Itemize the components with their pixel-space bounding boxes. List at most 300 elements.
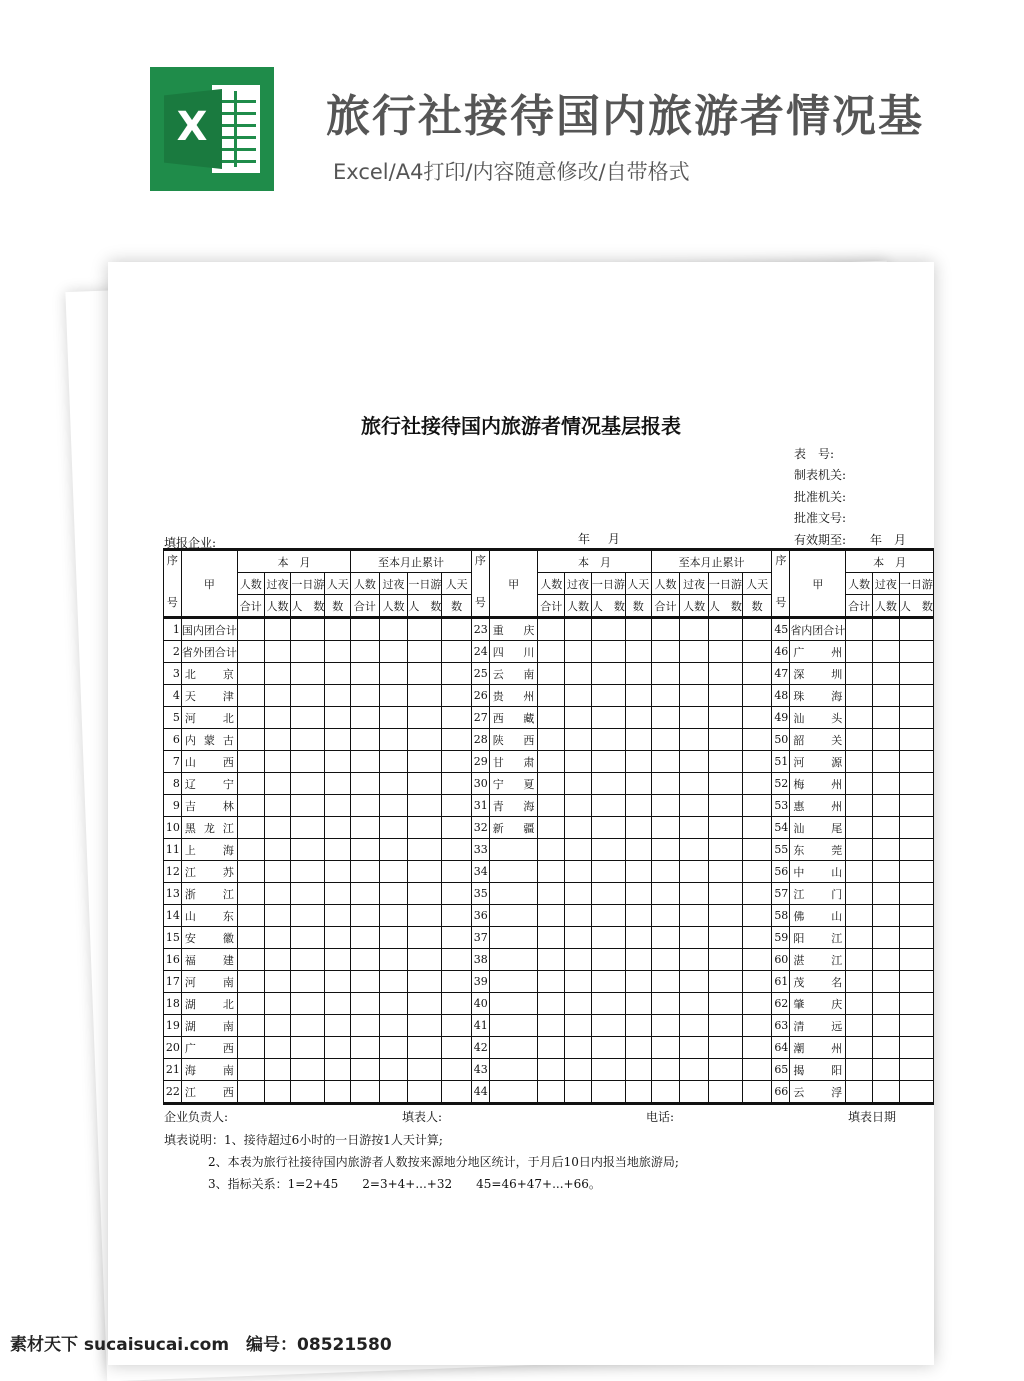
data-cell [325, 1059, 351, 1081]
data-cell [351, 971, 380, 993]
data-cell [846, 1037, 873, 1059]
data-cell [565, 883, 592, 905]
data-cell [873, 817, 900, 839]
data-cell [651, 971, 680, 993]
data-cell [291, 861, 325, 883]
data-cell [591, 641, 625, 663]
data-cell [264, 993, 291, 1015]
data-cell [379, 839, 408, 861]
data-cell [237, 905, 264, 927]
data-cell [538, 927, 565, 949]
data-cell [237, 1081, 264, 1104]
data-cell [625, 1081, 651, 1104]
report-table [163, 548, 934, 1105]
data-cell [708, 751, 742, 773]
header-sub-top: 人数 [237, 573, 264, 595]
data-cell [651, 751, 680, 773]
data-cell [651, 927, 680, 949]
header-sub-bottom: 人 数 [591, 595, 625, 618]
data-cell [442, 861, 472, 883]
data-cell [651, 905, 680, 927]
data-cell [591, 817, 625, 839]
data-cell [442, 773, 472, 795]
data-cell [680, 795, 709, 817]
data-cell [565, 949, 592, 971]
row-number: 1 [164, 618, 182, 641]
data-cell [325, 817, 351, 839]
data-cell [538, 971, 565, 993]
data-cell [625, 1015, 651, 1037]
data-cell [742, 1059, 772, 1081]
data-cell [899, 1059, 933, 1081]
data-cell [565, 861, 592, 883]
data-cell [237, 618, 264, 641]
row-region-name: 北京 [181, 663, 237, 685]
data-cell [442, 971, 472, 993]
data-cell [351, 663, 380, 685]
data-cell [680, 729, 709, 751]
data-cell [237, 861, 264, 883]
data-cell [325, 861, 351, 883]
data-cell [591, 971, 625, 993]
data-cell [264, 707, 291, 729]
header-sub-top: 过夜 [379, 573, 408, 595]
table-row [164, 773, 934, 795]
header-seq-top: 序 [166, 554, 178, 567]
data-cell [651, 861, 680, 883]
row-region-name: 重庆 [489, 618, 538, 641]
data-cell [680, 861, 709, 883]
table-row [164, 685, 934, 707]
row-region-name: 揭阳 [790, 1059, 846, 1081]
row-region-name: 省外团合计 [181, 641, 237, 663]
row-number: 63 [772, 1015, 790, 1037]
data-cell [625, 729, 651, 751]
data-cell [408, 663, 442, 685]
data-cell [351, 795, 380, 817]
data-cell [591, 993, 625, 1015]
data-cell [237, 817, 264, 839]
header-name: 甲 [489, 550, 538, 618]
header-sub-bottom: 人 数 [291, 595, 325, 618]
row-region-name: 辽宁 [181, 773, 237, 795]
footer-fill-date: 填表日期 [848, 1110, 897, 1124]
data-cell [742, 618, 772, 641]
data-cell [625, 795, 651, 817]
data-cell [237, 883, 264, 905]
row-region-name [489, 1037, 538, 1059]
data-cell [625, 618, 651, 641]
data-cell [873, 905, 900, 927]
row-region-name: 宁夏 [489, 773, 538, 795]
table-row [164, 1059, 934, 1081]
header-sub-bottom: 人数 [264, 595, 291, 618]
data-cell [591, 861, 625, 883]
data-cell [237, 795, 264, 817]
data-cell [538, 751, 565, 773]
data-cell [680, 1059, 709, 1081]
logo-letter: X [176, 104, 208, 150]
row-region-name [489, 1081, 538, 1104]
data-cell [742, 861, 772, 883]
data-cell [708, 927, 742, 949]
data-cell [264, 1081, 291, 1104]
header-seq-bottom: 号 [166, 596, 178, 609]
data-cell [264, 839, 291, 861]
data-cell [625, 839, 651, 861]
data-cell [291, 773, 325, 795]
data-cell [846, 618, 873, 641]
data-cell [846, 751, 873, 773]
table-row [164, 663, 934, 685]
header-sub-bottom: 数 [325, 595, 351, 618]
row-region-name: 汕头 [790, 707, 846, 729]
row-number: 64 [772, 1037, 790, 1059]
row-region-name: 江西 [181, 1081, 237, 1104]
data-cell [680, 971, 709, 993]
data-cell [538, 1081, 565, 1104]
data-cell [565, 971, 592, 993]
row-region-name: 湖北 [181, 993, 237, 1015]
row-number: 14 [164, 905, 182, 927]
data-cell [680, 1037, 709, 1059]
row-region-name: 新疆 [489, 817, 538, 839]
data-cell [351, 641, 380, 663]
data-cell [408, 839, 442, 861]
data-cell [351, 1081, 380, 1104]
data-cell [651, 685, 680, 707]
data-cell [625, 861, 651, 883]
row-region-name [489, 927, 538, 949]
data-cell [408, 883, 442, 905]
data-cell [565, 839, 592, 861]
row-number: 56 [772, 861, 790, 883]
footer-phone: 电话: [646, 1110, 675, 1124]
header-sub-bottom: 人 数 [899, 595, 933, 618]
data-cell [379, 729, 408, 751]
meta-form-no: 表 号: [794, 447, 835, 461]
row-number: 42 [471, 1037, 489, 1059]
row-number: 54 [772, 817, 790, 839]
header-sub-top: 人天 [625, 573, 651, 595]
data-cell [325, 949, 351, 971]
data-cell [442, 905, 472, 927]
data-cell [538, 817, 565, 839]
data-cell [565, 795, 592, 817]
data-cell [565, 618, 592, 641]
header-sub-bottom: 人数 [379, 595, 408, 618]
header-sub-bottom: 人数 [873, 595, 900, 618]
header-seq-top: 序 [775, 554, 787, 567]
data-cell [742, 1037, 772, 1059]
data-cell [565, 817, 592, 839]
row-region-name: 河源 [790, 751, 846, 773]
row-number: 36 [471, 905, 489, 927]
data-cell [899, 795, 933, 817]
data-cell [846, 663, 873, 685]
header-sub-top: 人天 [325, 573, 351, 595]
data-cell [351, 839, 380, 861]
data-cell [899, 1037, 933, 1059]
header-sub-bottom: 数 [742, 595, 772, 618]
data-cell [651, 795, 680, 817]
data-cell [351, 773, 380, 795]
data-cell [742, 949, 772, 971]
data-cell [651, 839, 680, 861]
data-cell [651, 729, 680, 751]
data-cell [873, 883, 900, 905]
header-cumulative: 至本月止累计 [651, 550, 772, 573]
row-region-name: 广西 [181, 1037, 237, 1059]
row-number: 39 [471, 971, 489, 993]
data-cell [680, 641, 709, 663]
data-cell [408, 971, 442, 993]
data-cell [873, 795, 900, 817]
row-region-name: 东莞 [790, 839, 846, 861]
data-cell [846, 795, 873, 817]
year-month-label: 年 月 [578, 532, 620, 546]
row-region-name: 吉林 [181, 795, 237, 817]
row-number: 23 [471, 618, 489, 641]
data-cell [651, 993, 680, 1015]
data-cell [625, 927, 651, 949]
data-cell [591, 883, 625, 905]
header-this-month: 本 月 [538, 550, 651, 573]
fill-unit-label: 填报企业: [164, 536, 217, 550]
data-cell [351, 1059, 380, 1081]
data-cell [591, 949, 625, 971]
row-number: 32 [471, 817, 489, 839]
data-cell [680, 685, 709, 707]
row-region-name [489, 861, 538, 883]
row-number: 65 [772, 1059, 790, 1081]
page-subtitle: Excel/A4打印/内容随意修改/自带格式 [333, 160, 690, 184]
data-cell [408, 993, 442, 1015]
data-cell [565, 993, 592, 1015]
row-number: 12 [164, 861, 182, 883]
data-cell [742, 751, 772, 773]
data-cell [442, 1081, 472, 1104]
row-region-name: 江门 [790, 883, 846, 905]
row-number: 50 [772, 729, 790, 751]
data-cell [625, 1059, 651, 1081]
data-cell [591, 1081, 625, 1104]
data-cell [591, 618, 625, 641]
data-cell [708, 883, 742, 905]
data-cell [325, 618, 351, 641]
row-region-name: 陕西 [489, 729, 538, 751]
data-cell [325, 927, 351, 949]
data-cell [379, 1037, 408, 1059]
data-cell [708, 817, 742, 839]
row-number: 4 [164, 685, 182, 707]
data-cell [680, 927, 709, 949]
data-cell [899, 949, 933, 971]
data-cell [680, 707, 709, 729]
data-cell [264, 1059, 291, 1081]
data-cell [680, 817, 709, 839]
data-cell [351, 685, 380, 707]
data-cell [408, 905, 442, 927]
data-cell [899, 751, 933, 773]
data-cell [873, 707, 900, 729]
row-number: 40 [471, 993, 489, 1015]
data-cell [651, 663, 680, 685]
row-region-name [489, 1059, 538, 1081]
data-cell [237, 685, 264, 707]
data-cell [351, 729, 380, 751]
data-cell [651, 1059, 680, 1081]
data-cell [237, 663, 264, 685]
data-cell [291, 729, 325, 751]
data-cell [591, 729, 625, 751]
data-cell [291, 795, 325, 817]
data-cell [846, 1059, 873, 1081]
row-number: 48 [772, 685, 790, 707]
data-cell [651, 707, 680, 729]
data-cell [237, 949, 264, 971]
row-region-name: 天津 [181, 685, 237, 707]
row-region-name [489, 971, 538, 993]
header-sub-top: 人数 [846, 573, 873, 595]
row-region-name: 珠海 [790, 685, 846, 707]
data-cell [325, 685, 351, 707]
row-number: 25 [471, 663, 489, 685]
data-cell [591, 905, 625, 927]
row-region-name: 清远 [790, 1015, 846, 1037]
data-cell [442, 795, 472, 817]
data-cell [873, 641, 900, 663]
row-region-name: 海南 [181, 1059, 237, 1081]
header-sub-top: 过夜 [264, 573, 291, 595]
row-region-name: 广州 [790, 641, 846, 663]
data-cell [237, 993, 264, 1015]
data-cell [325, 1037, 351, 1059]
data-cell [408, 707, 442, 729]
page-title: 旅行社接待国内旅游者情况基 [326, 91, 924, 142]
data-cell [237, 641, 264, 663]
row-region-name: 韶关 [790, 729, 846, 751]
data-cell [680, 905, 709, 927]
header-sub-top: 人天 [442, 573, 472, 595]
data-cell [742, 1081, 772, 1104]
table-row [164, 1037, 934, 1059]
row-number: 6 [164, 729, 182, 751]
row-region-name: 甘肃 [489, 751, 538, 773]
data-cell [625, 641, 651, 663]
row-number: 3 [164, 663, 182, 685]
data-cell [264, 663, 291, 685]
data-cell [680, 993, 709, 1015]
data-cell [538, 993, 565, 1015]
row-number: 60 [772, 949, 790, 971]
header-sub-top: 一日游 [408, 573, 442, 595]
data-cell [591, 773, 625, 795]
data-cell [408, 685, 442, 707]
row-number: 8 [164, 773, 182, 795]
data-cell [264, 751, 291, 773]
data-cell [708, 1015, 742, 1037]
data-cell [873, 1059, 900, 1081]
data-cell [291, 993, 325, 1015]
row-number: 7 [164, 751, 182, 773]
data-cell [237, 773, 264, 795]
data-cell [237, 1037, 264, 1059]
row-number: 34 [471, 861, 489, 883]
data-cell [873, 971, 900, 993]
table-row [164, 839, 934, 861]
footer-filler: 填表人: [402, 1110, 443, 1124]
data-cell [408, 1059, 442, 1081]
data-cell [379, 751, 408, 773]
data-cell [408, 861, 442, 883]
data-cell [538, 707, 565, 729]
row-number: 35 [471, 883, 489, 905]
data-cell [625, 949, 651, 971]
header-this-month: 本 月 [846, 550, 934, 573]
data-cell [680, 883, 709, 905]
data-cell [291, 949, 325, 971]
data-cell [680, 618, 709, 641]
table-row [164, 905, 934, 927]
data-cell [291, 751, 325, 773]
row-region-name: 青海 [489, 795, 538, 817]
data-cell [408, 729, 442, 751]
data-cell [538, 641, 565, 663]
table-row [164, 729, 934, 751]
data-cell [873, 861, 900, 883]
row-number: 57 [772, 883, 790, 905]
row-region-name [489, 905, 538, 927]
data-cell [899, 641, 933, 663]
data-cell [625, 905, 651, 927]
data-cell [708, 663, 742, 685]
meta-approval-no: 批准文号: [794, 511, 847, 526]
data-cell [873, 729, 900, 751]
data-cell [651, 641, 680, 663]
row-number: 16 [164, 949, 182, 971]
data-cell [873, 751, 900, 773]
sheet-title: 旅行社接待国内旅游者情况基层报表 [361, 414, 681, 438]
data-cell [538, 883, 565, 905]
header-sub-top: 人数 [351, 573, 380, 595]
row-region-name: 潮州 [790, 1037, 846, 1059]
data-cell [899, 773, 933, 795]
data-cell [264, 971, 291, 993]
data-cell [591, 795, 625, 817]
row-number: 43 [471, 1059, 489, 1081]
data-cell [899, 905, 933, 927]
row-number: 51 [772, 751, 790, 773]
data-cell [873, 663, 900, 685]
data-cell [591, 707, 625, 729]
row-region-name: 上海 [181, 839, 237, 861]
data-cell [565, 729, 592, 751]
header-sub-bottom: 人 数 [708, 595, 742, 618]
data-cell [873, 618, 900, 641]
data-cell [680, 949, 709, 971]
row-number: 17 [164, 971, 182, 993]
data-cell [899, 685, 933, 707]
table-row [164, 993, 934, 1015]
table-row [164, 795, 934, 817]
row-number: 30 [471, 773, 489, 795]
header-sub-top: 过夜 [680, 573, 709, 595]
data-cell [442, 641, 472, 663]
data-cell [742, 663, 772, 685]
row-number: 47 [772, 663, 790, 685]
data-cell [846, 707, 873, 729]
